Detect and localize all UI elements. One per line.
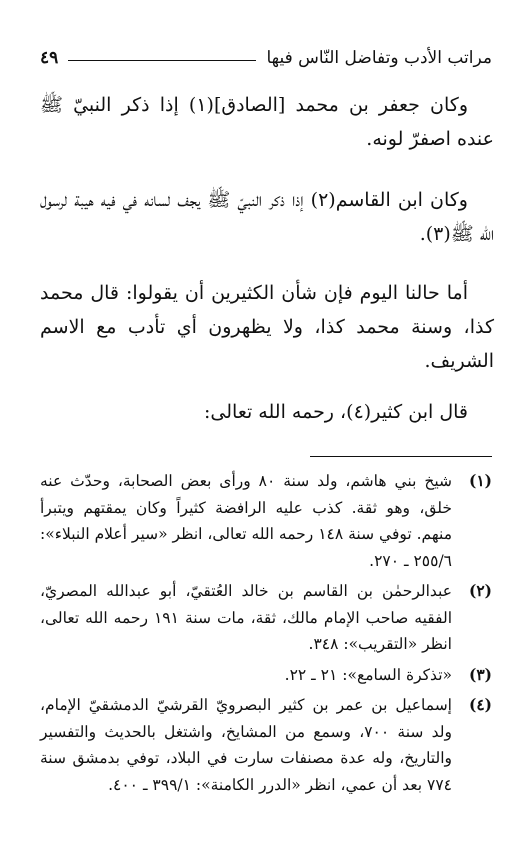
paragraph-jafar xyxy=(40,88,494,156)
footnote-1 xyxy=(40,468,492,574)
footnote-separator xyxy=(310,456,492,457)
footnote-text: «تذكرة السامع»: ٢١ ـ ٢٢. xyxy=(284,665,452,684)
running-title: مراتب الأدب وتفاضل النّاس فيها xyxy=(266,48,492,68)
footnote-text: إسماعيل بن عمر بن كثير البصرويّ القرشيّ الدمشقيّ الإمام، ولد سنة ٧٠٠، وسمع من المشايخ، واشتغل بالحديث والتفسير والتاريخ، وله عدة مصنفات سارت في البلاد، توفي بدمشق سنة ٧٧٤ بعد أن عمي، انظر «الدرر الكامنة»: ٣٩٩/١ ـ ٤٠٠. xyxy=(40,696,452,794)
footnotes xyxy=(40,468,492,802)
footnote-4 xyxy=(40,692,492,798)
header-rule xyxy=(68,60,256,61)
footnote-number: (٤) xyxy=(468,695,492,714)
page-number: ٤٩ xyxy=(40,48,59,68)
paragraph-ibn-qasim xyxy=(40,183,494,251)
footnote-3 xyxy=(40,662,492,689)
footnote-number: (٣) xyxy=(468,664,492,684)
running-header xyxy=(40,44,492,72)
footnote-text: عبدالرحمٰن بن القاسم بن خالد العُتقيّ، أبو عبدالله المصريّ، الفقيه صاحب الإمام مالك، ثقة، مات سنة ١٩١ رحمه الله تعالى، انظر «التقريب»: ٣٤٨. xyxy=(40,582,453,653)
paragraph-text: قال ابن كثير(٤)، رحمه الله تعالى: xyxy=(204,401,468,423)
paragraph-text: أما حالنا اليوم فإن شأن الكثيرين أن يقولوا: قال محمد كذا، وسنة محمد كذا، ولا يظهرون أي تأدب مع الاسم الشريف. xyxy=(40,282,494,372)
footnote-number: (٢) xyxy=(468,581,492,600)
paragraph-text: وكان جعفر بن محمد [الصادق](١) إذا ذكر النبيّ ﷺ عنده اصفرّ لونه. xyxy=(40,94,494,150)
footnote-number: (١) xyxy=(468,471,492,490)
footnote-2 xyxy=(40,578,492,658)
paragraph-text: وكان ابن القاسم(٢) إذا ذكر النبيّ ﷺ يجف لسانه في فيه هيبة لرسول الله ﷺ(٣). xyxy=(40,189,494,245)
paragraph-ibn-kathir xyxy=(40,395,494,429)
footnote-text: شيخ بني هاشم، ولد سنة ٨٠ ورأى بعض الصحابة، وحدّث عنه خلق، وهو ثقة. كذب عليه الرافضة كثيراً وكان يمقتهم ويتبرأ منهم. توفي سنة ١٤٨ رحمه الله تعالى، انظر «سير أعلام النبلاء»: ٢٥٥/٦ ـ ٢٧٠. xyxy=(40,472,452,570)
paragraph-today xyxy=(40,276,494,378)
